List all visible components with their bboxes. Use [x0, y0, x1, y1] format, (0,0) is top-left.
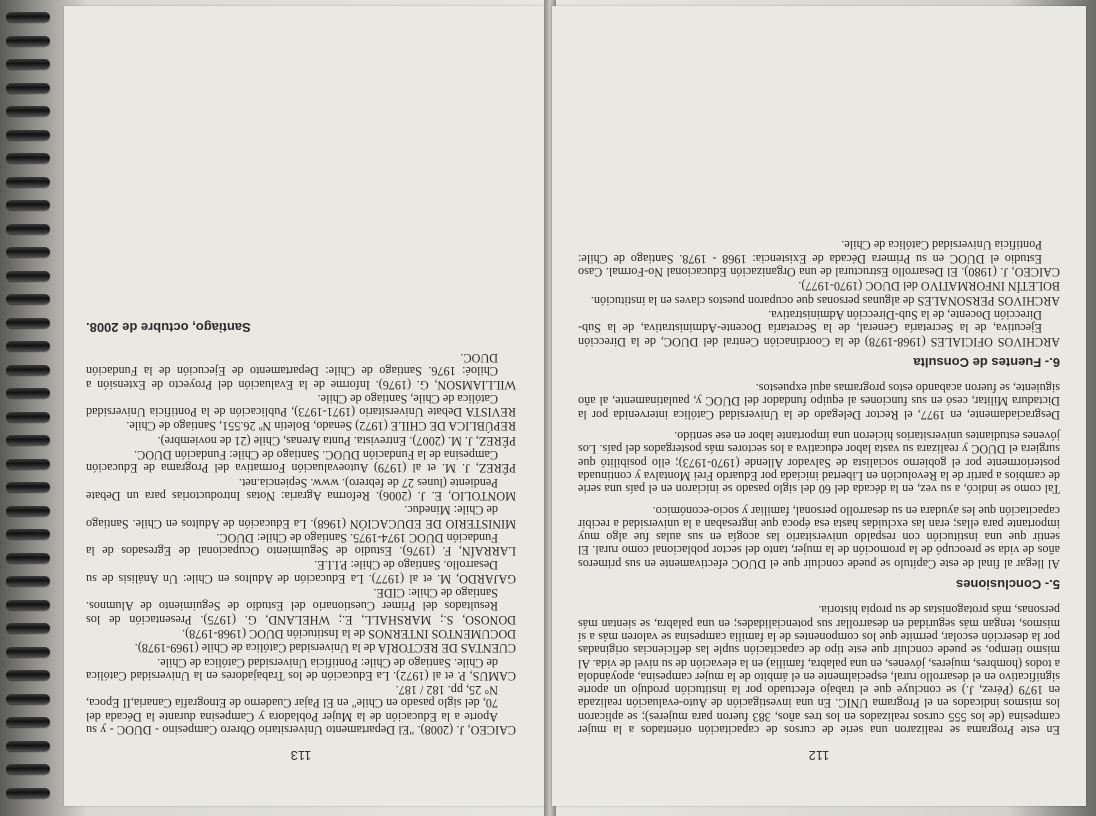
spiral-ring	[6, 788, 50, 798]
spiral-ring	[6, 59, 50, 69]
reference-item: PÉREZ, J. M. et al (1979) Autoevaluación Formativa del Programa de Educación Campesina de la Fundación DUOC. Santiago de Chile: Fundación DUOC.	[86, 448, 516, 476]
reference-item: DOCUMENTOS INTERNOS de la Institución DUOC (1968-1978).	[182, 626, 516, 641]
spiral-ring	[6, 12, 50, 22]
spiral-ring	[6, 365, 50, 375]
spiral-ring	[6, 412, 50, 422]
reference-item: CAMUS, P. et al (1972). La Educación de los Trabajadores en la Universidad Católica de Chile. Santiago de Chile: Pontificia Universidad Católica de Chile.	[86, 655, 516, 683]
page-number-left: 113	[290, 748, 312, 763]
spiral-ring	[6, 341, 50, 351]
spiral-ring	[6, 506, 50, 516]
source-item: ARCHIVOS OFICIALES (1968-1978) de la Coordinación Central del DUOC, de la Dirección Ejecutiva, de la Secretaría General, de la Secretaría Docente-Administrativa, de la Sub-Dirección Docente, de la Sub-Dirección Administrativa.	[578, 307, 1060, 349]
reference-item: PÉREZ, J. M. (2007). Entrevista. Punta Arenas, Chile (21 de noviembre).	[157, 433, 516, 448]
spiral-ring	[6, 694, 50, 704]
source-item: CAICEO, J. (1980). El Desarrollo Estructural de una Organización Educacional No-Formal. Caso Estudio el DUOC en su Primera Década de Existencia: 1968 - 1978. Santiago de Chile: Pontificia Universidad Católica de Chile.	[578, 238, 1060, 280]
spiral-ring	[6, 106, 50, 116]
paragraph: En este Programa se realizaron una serie de cursos de capacitación orientados a la mujer campesina (de los 555 cursos realizados en los tres años, 383 fueron para mujeres); se aplicaron los mismos indicados en el Programa UNIC. En una investigación de Auto-evaluación realizada en 1979 (Pérez, J.) se concluye que el trabajo efectuado por la institución produjo un aporte significativo en el desarrollo rural, especialmente en el ámbito de la mujer campesina, apoyándola a todos (hombres, mujeres, jóvenes, en una palabra, familia) en la elevación de su nivel de vida. Al mismo tiempo, se puede concluir que este tipo de capacitación suple las deficiencias originadas por la deserción escolar, permite que los componentes de la familia campesina se valoren más a sí mismos, tengan más seguridad en desarrollar sus potencialidades; en una palabra, se sientan más personas, más protagonistas de su propia historia.	[578, 603, 1060, 737]
spiral-ring	[6, 553, 50, 563]
spiral-ring	[6, 741, 50, 751]
place-date-row	[86, 308, 516, 350]
reference-item: REVISTA Debate Universitario (1971-1973), Publicación de la Pontificia Universidad Católica de Chile, Santiago de Chile.	[86, 391, 516, 420]
reference-item: CUENTAS DE RECTORÍA de la Universidad Católica de Chile (1969-1978).	[134, 641, 516, 656]
spiral-ring	[6, 200, 50, 210]
spiral-ring	[6, 717, 50, 727]
intro-paragraphs	[578, 603, 1060, 736]
spiral-ring	[6, 294, 50, 304]
spiral-ring	[6, 247, 50, 257]
spiral-ring	[6, 83, 50, 93]
reference-item: WILLIAMSON, G. (1976). Informe de la Evaluación del Proyecto de Extensión a Chiloé: 1976. Santiago de Chile: Departamento de Ejecución de la Fundación DUOC.	[86, 350, 516, 392]
source-item: ARCHIVOS PERSONALES de algunas personas que ocuparon puestos claves en la institución.	[590, 293, 1060, 308]
reference-item: MINISTERIO DE EDUCACIÓN (1968). La Educación de Adultos en Chile. Santiago de Chile: Mineduc.	[86, 503, 516, 531]
paragraph: Al llegar al final de este Capítulo se puede concluir que el DUOC efectivamente en sus primeros años de vida se preocupó de la promoción de la mujer, tanto del sector poblacional como rural. El sentir que una institución con respaldo universitario las acogía en sus aulas fue algo muy importante para ellas; eran las excluidas hasta esa época que ingresaban a la universidad a recibir capacitación que les ayudara en su desarrollo personal, familiar y socio-económico.	[578, 503, 1060, 571]
spiral-ring	[6, 318, 50, 328]
spiral-ring	[6, 459, 50, 469]
section-heading-fuentes: 6.- Fuentes de Consulta	[913, 354, 1060, 370]
left-page-rotated-content	[64, 6, 544, 806]
right-page-body	[578, 237, 1060, 736]
spiral-binding	[0, 0, 60, 816]
reference-item: DONOSO, S.; MARSHALL, E.; WHELAND, G. (1975). Presentación de los Resultados del Primer Cuestionario del Estudio de Seguimiento de Alumnos. Santiago de Chile: CIDE.	[86, 586, 516, 627]
spiral-ring	[6, 647, 50, 657]
right-page	[552, 6, 1086, 806]
left-page	[64, 6, 544, 806]
reference-item: GAJARDO, M. et al (1977). La Educación de Adultos en Chile: Un Análisis de su Desarrollo. Santiago de Chile: P.I.I.E.	[86, 558, 516, 586]
section-heading-conclusiones: 5.- Conclusiones	[955, 577, 1060, 593]
place-date: Santiago, octubre de 2008.	[86, 319, 251, 335]
spiral-ring	[6, 670, 50, 680]
conclusions-paragraphs	[578, 381, 1060, 570]
page-number-right: 112	[808, 748, 830, 763]
spiral-ring	[6, 482, 50, 492]
spiral-ring	[6, 224, 50, 234]
left-page-body	[86, 308, 516, 736]
spiral-ring	[6, 271, 50, 281]
spiral-ring	[6, 600, 50, 610]
reference-item: REPÚBLICA DE CHILE (1972) Senado, Boletín Nº 26.551, Santiago de Chile.	[126, 419, 516, 434]
paragraph: Desgraciadamente, en 1977, el Rector Delegado de la Universidad Católica intervenida por la Dictadura Militar, cesó en sus funciones al equipo fundador del DUOC y, paulatinamente, al año siguiente, se fueron acabando estos programas aquí expuestos.	[578, 381, 1060, 422]
reference-list	[86, 351, 516, 736]
sources-list	[578, 238, 1060, 347]
spiral-ring	[6, 153, 50, 163]
spiral-ring	[6, 623, 50, 633]
spiral-ring	[6, 388, 50, 398]
source-item: BOLETÍN INFORMATIVO del DUOC (1970-1977).	[798, 279, 1060, 294]
spiral-ring	[6, 36, 50, 46]
spiral-ring	[6, 130, 50, 140]
spiral-ring	[6, 576, 50, 586]
right-page-rotated-content	[552, 6, 1086, 806]
spiral-ring	[6, 529, 50, 539]
reference-item: MONTOLIO, E. J. (2006). Reforma Agraria: Notas Introductorias para un Debate Pendiente (lunes 27 de febrero). www. Sepiencia.net.	[86, 475, 516, 503]
reference-item: LARRAÍN, F. (1976). Estudio de Seguimiento Ocupacional de Egresados de la Fundación DUOC 1974-1975. Santiago de Chile: DUOC.	[86, 530, 516, 559]
spiral-ring	[6, 177, 50, 187]
reference-item: CAICEO, J. (2008). "El Departamento Universitario Obrero Campesino - DUOC - y su Aporte a la Educación de la Mujer Pobladora y Campesina durante la Década del 70, del siglo pasado en Chile" en El Pajar Cuaderno de Etnografía Canaria,II Epoca, N° 25, pp. 182 / 187.	[86, 683, 516, 737]
paragraph: Tal como se indicó, a su vez, en la década del 60 del siglo pasado se iniciaron en el país una serie de cambios a partir de la Revolución en Libertad iniciada por Eduardo Frei Montalva y continuada posteriormente por el gobierno socialista de Salvador Allende (1970-1973); ello posibilitó que surgiera el DUOC y realizara su vasta labor educativa a los sectores más postergados del país. Los jóvenes estudiantes universitarios hicieron una importante labor en ese sentido.	[578, 429, 1060, 497]
spiral-ring	[6, 764, 50, 774]
spiral-ring	[6, 435, 50, 445]
